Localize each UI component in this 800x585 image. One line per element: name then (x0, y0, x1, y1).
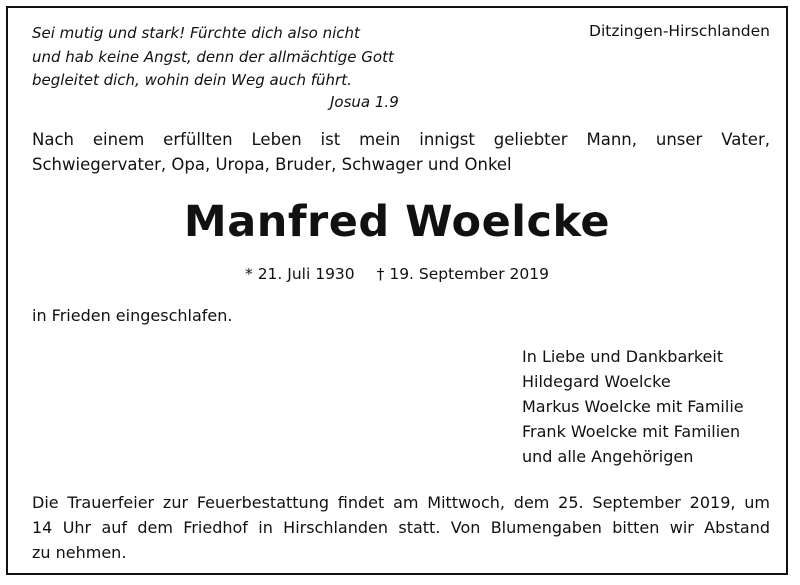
birth-date: * 21. Juli 1930 (245, 265, 355, 283)
quote-line-3: begleitet dich, wohin dein Weg auch führt. (32, 71, 352, 89)
quote-line-1: Sei mutig und stark! Fürchte dich also nicht (32, 24, 360, 42)
life-dates (8, 265, 786, 283)
death-date: † 19. September 2019 (376, 265, 549, 283)
intro-line-2: Schwiegervater, Opa, Uropa, Bruder, Schwager und Onkel (32, 155, 512, 174)
funeral-line-1: Die Trauerfeier zur Feuerbestattung findet am Mittwoch, dem 25. September 2019, um (32, 493, 770, 512)
mourner-line: In Liebe und Dankbarkeit (522, 347, 724, 366)
mourner-line: Hildegard Woelcke (522, 372, 671, 391)
funeral-line-2: 14 Uhr auf dem Friedhof in Hirschlanden statt. Von Blumengaben bitten wir Abstand (32, 518, 770, 537)
mourners-list (522, 344, 744, 469)
mourner-line: und alle Angehörigen (522, 447, 694, 466)
bible-quote (32, 22, 392, 93)
intro-line-1: Nach einem erfüllten Leben ist mein innigst geliebter Mann, unser Vater, (32, 130, 770, 149)
rest-text: in Frieden eingeschlafen. (32, 306, 233, 325)
quote-source: Josua 1.9 (330, 93, 399, 111)
funeral-line-3: zu nehmen. (32, 543, 127, 562)
quote-line-2: und hab keine Angst, denn der allmächtige Gott (32, 47, 394, 66)
obituary-notice (6, 6, 788, 575)
intro-text (32, 127, 770, 177)
location: Ditzingen-Hirschlanden (589, 22, 770, 40)
mourner-line: Markus Woelcke mit Familie (522, 397, 744, 416)
mourner-line: Frank Woelcke mit Familien (522, 422, 741, 441)
deceased-name: Manfred Woelcke (183, 197, 611, 247)
funeral-info (32, 490, 770, 565)
